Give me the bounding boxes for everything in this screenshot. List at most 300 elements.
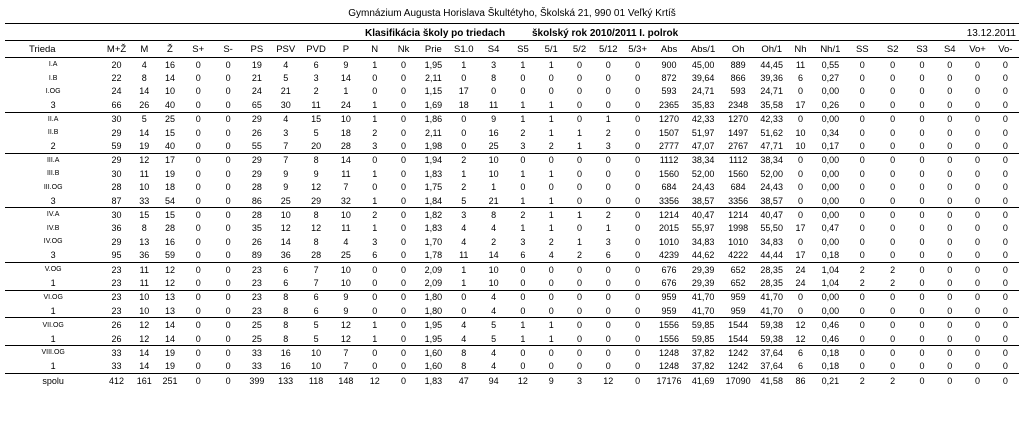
table-cell: 24,43 (691, 182, 715, 193)
table-cell: 593 (730, 86, 746, 97)
table-cell: 0 (992, 332, 1019, 346)
table-cell: 399 (249, 375, 265, 386)
table-cell: 0 (576, 223, 582, 234)
table-cell: 1556 (652, 332, 686, 346)
table-cell: 0 (360, 276, 389, 290)
table-cell: 0 (947, 223, 953, 234)
column-header: M+Ž (101, 42, 131, 58)
report-title: Klasifikácia školy po triedach (365, 28, 506, 39)
table-cell: 17176 (656, 375, 682, 386)
table-cell: 0 (548, 73, 554, 84)
table-cell: 0 (389, 248, 417, 262)
table-cell: 1270 (659, 114, 680, 125)
table-cell: 0,00 (821, 86, 840, 97)
table-cell: 29 (251, 114, 262, 125)
table-cell: 3 (313, 73, 319, 84)
table-cell: 0 (605, 292, 611, 303)
table-cell: 0 (183, 276, 213, 290)
table-cell: 0 (1002, 127, 1008, 138)
table-cell: 0 (565, 276, 593, 290)
table-cell: 9 (548, 375, 554, 386)
table-cell: 0 (548, 264, 554, 275)
report-date: 13.12.2011 (966, 28, 1016, 39)
table-cell: 16 (280, 347, 291, 358)
table-cell: 1,80 (418, 304, 449, 318)
column-header: 5/2 (565, 42, 593, 58)
table-cell: 1 (343, 86, 349, 97)
table-cell: 0 (461, 127, 467, 138)
table-cell: 0 (1002, 375, 1008, 386)
table-cell: 12 (369, 375, 380, 386)
table-cell: 0 (225, 127, 231, 138)
table-cell: 17 (795, 223, 806, 234)
table-cell: 1 (461, 264, 467, 275)
table-cell: 35 (251, 223, 262, 234)
column-header: S4 (936, 42, 963, 58)
table-cell: 13 (164, 292, 175, 303)
table-cell: 0 (859, 320, 865, 331)
table-cell: 959 (652, 304, 686, 318)
column-header: S2 (877, 42, 907, 58)
column-header: S+ (183, 42, 213, 58)
table-cell: 3 (576, 375, 582, 386)
table-cell: 0 (401, 155, 407, 166)
table-cell: 0 (947, 292, 953, 303)
table-cell: 3 (509, 139, 537, 153)
table-cell: 0,00 (821, 168, 840, 179)
table-cell: 0 (975, 223, 981, 234)
table-cell: 47,71 (756, 139, 787, 153)
table-cell: 1 (372, 114, 378, 125)
table-cell: 0 (195, 292, 201, 303)
table-cell: 1 (520, 223, 526, 234)
table-cell: 1,83 (424, 168, 443, 179)
table-cell: 0 (372, 292, 378, 303)
class-name: I.B (48, 74, 58, 82)
table-cell: 0 (787, 304, 813, 318)
column-header: Prie (418, 42, 449, 58)
table-cell: 2777 (652, 139, 686, 153)
table-cell: 14 (139, 86, 150, 97)
table-cell: 0 (975, 168, 981, 179)
table-cell: 0 (183, 98, 213, 112)
class-name: VII.OG (42, 321, 64, 329)
table-cell: 37,64 (760, 347, 783, 358)
table-cell: 24 (111, 86, 122, 97)
table-cell: 4 (461, 320, 467, 331)
school-name: Gymnázium Augusta Horislava Škultétyho, Školská 21, 990 01 Veľký Krtíš (348, 8, 676, 19)
table-cell: 0 (936, 360, 963, 374)
table-cell: 9 (343, 59, 349, 70)
table-row (5, 262, 1019, 276)
table-cell: 0 (623, 139, 652, 153)
table-cell: 1,95 (424, 320, 443, 331)
grade-summary-row (5, 139, 1019, 153)
table-cell: 0 (947, 168, 953, 179)
table-cell: 6 (271, 276, 300, 290)
table-cell: 36 (132, 248, 157, 262)
table-cell: 0 (576, 155, 582, 166)
table-cell: 0,27 (821, 73, 840, 84)
table-cell: 0 (635, 264, 641, 275)
table-cell: 6 (313, 292, 319, 303)
table-cell: 1,60 (418, 360, 449, 374)
table-cell: 0 (963, 248, 991, 262)
table-cell: 0 (213, 276, 242, 290)
table-cell: 0 (890, 114, 896, 125)
table-cell: 52,00 (760, 168, 783, 179)
table-cell: 1 (509, 194, 537, 208)
table-cell: 4222 (720, 248, 756, 262)
table-cell: 0 (908, 332, 936, 346)
table-cell: 0 (372, 73, 378, 84)
table-cell: 23 (243, 276, 271, 290)
table-cell: 0 (992, 248, 1019, 262)
table-cell: 10 (332, 276, 360, 290)
table-cell: 33 (111, 347, 122, 358)
table-cell: 0 (890, 86, 896, 97)
table-cell: 2 (890, 264, 896, 275)
table-cell: 24,43 (760, 182, 783, 193)
table-cell: 0 (919, 86, 925, 97)
table-cell: 0,00 (814, 194, 848, 208)
table-cell: 0 (594, 304, 623, 318)
table-cell: 12 (311, 223, 322, 234)
table-cell: 0 (1002, 223, 1008, 234)
table-cell: 0 (1002, 114, 1008, 125)
table-cell: 6 (283, 264, 289, 275)
table-cell: 0 (908, 276, 936, 290)
table-cell: 0 (594, 194, 623, 208)
table-cell: 14 (157, 332, 183, 346)
table-cell: 2 (313, 86, 319, 97)
table-cell: 2 (372, 127, 378, 138)
table-cell: 66 (101, 98, 131, 112)
table-cell: 15 (139, 209, 150, 220)
table-cell: 28 (251, 209, 262, 220)
table-cell: 0,00 (821, 236, 840, 247)
table-cell: 0 (947, 155, 953, 166)
table-cell: 22 (111, 73, 122, 84)
table-cell: 45,00 (691, 59, 715, 70)
table-cell: 24 (332, 98, 360, 112)
table-cell: 25 (243, 332, 271, 346)
table-cell: 44,62 (686, 248, 721, 262)
table-cell: 41,70 (691, 292, 715, 303)
row-label: 1 (5, 332, 101, 346)
table-cell: 51,62 (760, 127, 783, 138)
table-row (5, 167, 1019, 180)
table-cell: 35,58 (756, 98, 787, 112)
table-cell: 1,70 (424, 236, 443, 247)
table-cell: 17 (458, 86, 469, 97)
table-cell: 41,58 (760, 375, 783, 386)
table-cell: 0 (213, 98, 242, 112)
table-cell: 40,47 (760, 209, 783, 220)
table-cell: 0 (908, 248, 936, 262)
table-cell: 0 (919, 73, 925, 84)
table-cell: 0 (195, 347, 201, 358)
table-cell: 0 (401, 59, 407, 70)
table-cell: 2,11 (424, 73, 442, 84)
table-cell: 0 (195, 73, 201, 84)
table-cell: 12 (795, 320, 806, 331)
table-cell: 0 (520, 347, 526, 358)
table-cell: 0 (975, 182, 981, 193)
table-cell: 0 (890, 209, 896, 220)
table-cell: 3356 (720, 194, 756, 208)
table-cell: 959 (661, 292, 677, 303)
table-cell: 959 (720, 304, 756, 318)
table-cell: 89 (243, 248, 271, 262)
table-cell: 7 (343, 182, 349, 193)
table-cell: 1,60 (424, 347, 443, 358)
table-cell: 29,39 (686, 276, 721, 290)
table-cell: 0 (225, 292, 231, 303)
table-cell: 0,46 (814, 332, 848, 346)
table-cell: 24 (251, 86, 262, 97)
table-cell: 6 (594, 248, 623, 262)
table-cell: 2,09 (424, 264, 443, 275)
table-cell: 33 (251, 347, 262, 358)
table-cell: 0 (908, 304, 936, 318)
table-cell: 0 (213, 332, 242, 346)
table-cell: 2,09 (418, 276, 449, 290)
table-cell: 0 (963, 98, 991, 112)
table-cell: 1112 (659, 155, 679, 166)
table-cell: 0 (537, 304, 565, 318)
table-cell: 23 (101, 276, 131, 290)
table-cell: 0 (635, 182, 641, 193)
table-cell: 29 (300, 194, 331, 208)
table-cell: 44,44 (756, 248, 787, 262)
table-cell: 3 (594, 139, 623, 153)
table-cell: 2365 (652, 98, 686, 112)
table-cell: 0 (919, 182, 925, 193)
table-cell: 0 (449, 304, 478, 318)
table-cell: 0 (963, 360, 991, 374)
table-cell: 47 (458, 375, 469, 386)
table-cell: 0 (449, 139, 478, 153)
table-cell: 0 (947, 264, 953, 275)
table-cell: 0 (183, 194, 213, 208)
table-cell: 30 (111, 209, 122, 220)
table-cell: 0 (594, 98, 623, 112)
table-cell: 4 (461, 223, 467, 234)
table-cell: 10 (311, 347, 322, 358)
table-cell: 0 (908, 139, 936, 153)
table-cell: 0 (225, 223, 231, 234)
table-cell: 23 (111, 292, 122, 303)
table-cell: 684 (661, 182, 677, 193)
divider-header (5, 40, 1019, 41)
table-cell: 0 (877, 304, 907, 318)
table-cell: 5 (491, 320, 497, 331)
table-cell: 0 (183, 139, 213, 153)
table-cell: 41,70 (686, 304, 721, 318)
table-cell: 6 (787, 360, 813, 374)
table-cell: 17 (164, 155, 175, 166)
table-cell: 17 (787, 248, 813, 262)
table-cell: 3 (372, 236, 378, 247)
table-cell: 20 (111, 59, 122, 70)
grade-summary-row (5, 98, 1019, 112)
table-cell: 38,34 (691, 155, 715, 166)
table-cell: 0 (1002, 86, 1008, 97)
table-cell: 0,47 (821, 223, 840, 234)
table-cell: 40 (157, 139, 183, 153)
table-cell: 0 (847, 360, 877, 374)
row-label: 1 (5, 360, 101, 374)
table-cell: 0 (576, 73, 582, 84)
table-cell: 14 (164, 73, 175, 84)
table-cell: 1,83 (424, 223, 443, 234)
table-cell: 12 (139, 320, 150, 331)
table-cell: 0 (183, 360, 213, 374)
table-cell: 0 (635, 375, 641, 386)
table-cell: 0 (975, 264, 981, 275)
table-cell: 0 (520, 264, 526, 275)
table-cell: 0 (919, 114, 925, 125)
table-cell: 32 (332, 194, 360, 208)
table-cell: 18 (449, 98, 478, 112)
table-cell: 593 (661, 86, 677, 97)
table-cell: 0 (548, 86, 554, 97)
table-cell: 0 (975, 375, 981, 386)
table-cell: 4 (283, 59, 289, 70)
class-name: III.OG (43, 183, 63, 191)
table-cell: 55,50 (760, 223, 783, 234)
table-cell: 2 (859, 375, 865, 386)
table-cell: 0 (919, 292, 925, 303)
grade-summary-row (5, 276, 1019, 290)
table-cell: 12 (332, 332, 360, 346)
table-cell: 0 (225, 320, 231, 331)
table-cell: 0,18 (814, 360, 848, 374)
table-cell: 41,70 (760, 292, 783, 303)
table-cell: 7 (271, 139, 300, 153)
table-cell: 1 (520, 320, 526, 331)
table-cell: 0 (213, 304, 242, 318)
table-cell: 8 (491, 209, 497, 220)
table-cell: 0 (605, 264, 611, 275)
table-cell: 15 (164, 127, 175, 138)
table-cell: 42,33 (760, 114, 783, 125)
table-cell: 0 (908, 98, 936, 112)
table-cell: 0 (947, 127, 953, 138)
table-cell: 0 (225, 347, 231, 358)
table-cell: 0 (509, 276, 537, 290)
table-cell: 0 (389, 360, 417, 374)
table-cell: 1 (576, 209, 582, 220)
table-cell: 1 (509, 98, 537, 112)
table-cell: 0 (859, 209, 865, 220)
table-cell: 0 (623, 304, 652, 318)
table-cell: 86 (243, 194, 271, 208)
table-cell: 2348 (720, 98, 756, 112)
table-cell: 21 (251, 73, 262, 84)
table-cell: 0 (401, 73, 407, 84)
table-cell: 39,64 (691, 73, 715, 84)
table-cell: 10 (139, 182, 150, 193)
table-cell: 0 (919, 127, 925, 138)
table-cell: 8 (271, 304, 300, 318)
table-cell: 9 (283, 168, 289, 179)
table-cell: 0 (520, 182, 526, 193)
column-header: S5 (509, 42, 537, 58)
table-cell: 2 (520, 127, 526, 138)
table-cell: 0 (919, 320, 925, 331)
table-cell: 6 (797, 347, 803, 358)
class-name: VI.OG (43, 293, 63, 301)
table-cell: 0 (847, 194, 877, 208)
table-cell: 0 (509, 304, 537, 318)
table-cell: 0 (509, 360, 537, 374)
table-cell: 0 (401, 375, 407, 386)
table-cell: 8 (271, 332, 300, 346)
table-cell: 37,64 (756, 360, 787, 374)
table-cell: 0 (635, 236, 641, 247)
table-cell: 0 (225, 375, 231, 386)
table-cell: 18 (164, 182, 175, 193)
table-cell: 0 (225, 168, 231, 179)
table-cell: 0 (947, 375, 953, 386)
table-cell: 0 (936, 332, 963, 346)
table-cell: 94 (488, 375, 499, 386)
table-row (5, 112, 1019, 126)
table-cell: 0 (890, 292, 896, 303)
table-cell: 0 (797, 155, 803, 166)
table-cell: 1544 (720, 332, 756, 346)
table-cell: 0 (890, 182, 896, 193)
column-header: PSV (271, 42, 300, 58)
table-cell: 0 (919, 209, 925, 220)
table-cell: 25 (164, 114, 175, 125)
table-cell: 35,83 (686, 98, 721, 112)
table-cell: 1,84 (418, 194, 449, 208)
table-cell: 118 (308, 375, 324, 386)
table-cell: 0 (520, 86, 526, 97)
table-cell: 1 (520, 114, 526, 125)
table-cell: 1,98 (418, 139, 449, 153)
table-cell: 0 (859, 223, 865, 234)
table-cell: 10 (488, 168, 499, 179)
table-row (5, 153, 1019, 167)
table-cell: 0 (797, 114, 803, 125)
table-cell: 38,34 (760, 155, 783, 166)
table-cell: 0 (537, 276, 565, 290)
table-cell: 1 (548, 223, 554, 234)
table-cell: 0 (389, 304, 417, 318)
column-header: Nh (787, 42, 813, 58)
table-cell: 0,17 (814, 139, 848, 153)
table-cell: 6 (797, 73, 803, 84)
table-cell: 7 (300, 276, 331, 290)
table-cell: 0 (919, 155, 925, 166)
table-cell: 23 (243, 304, 271, 318)
table-cell: 6 (360, 248, 389, 262)
table-cell: 1 (372, 59, 378, 70)
table-cell: 0 (890, 127, 896, 138)
class-name: I.OG (45, 87, 61, 95)
table-cell: 1560 (728, 168, 749, 179)
table-cell: 0 (401, 264, 407, 275)
table-cell: 1,82 (424, 209, 443, 220)
table-cell: 12 (157, 276, 183, 290)
table-cell: 0 (195, 155, 201, 166)
class-name: III.A (46, 156, 60, 164)
table-cell: 1 (548, 209, 554, 220)
